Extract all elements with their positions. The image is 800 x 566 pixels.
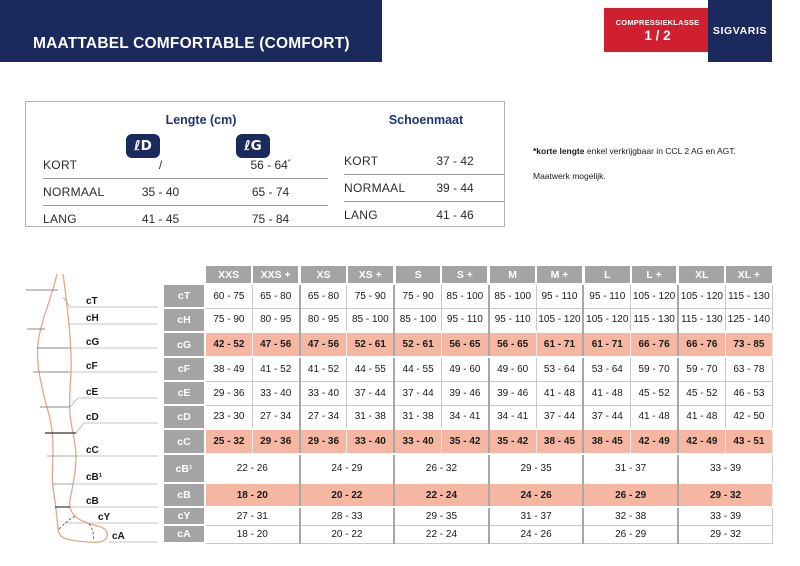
size-cell: 22 - 24: [394, 483, 489, 507]
size-column-header: XS: [300, 265, 347, 284]
size-cell: 24 - 26: [489, 483, 584, 507]
size-cell: 38 - 45: [583, 429, 630, 454]
leg-label: cB: [86, 496, 99, 507]
size-cell: 45 - 52: [678, 381, 725, 405]
size-cell: 26 - 29: [583, 483, 678, 507]
leg-connector-lines: [47, 297, 158, 542]
size-cell: 39 - 46: [489, 381, 536, 405]
size-column-header: XXS: [205, 265, 252, 284]
size-cell: 105 - 120: [631, 284, 678, 308]
size-cell: 37 - 44: [583, 405, 630, 429]
title-bar: [0, 0, 382, 62]
size-cell: 53 - 64: [536, 357, 583, 381]
length-g-badge: ℓG: [236, 134, 270, 158]
size-cell: 20 - 22: [300, 483, 395, 507]
size-cell: 24 - 26: [489, 525, 584, 543]
length-ld-value: /: [158, 158, 163, 172]
size-table: [162, 264, 774, 544]
size-cell: 27 - 31: [205, 507, 300, 525]
leg-label: cD: [86, 412, 99, 423]
size-column-header: XL +: [725, 265, 772, 284]
size-cell: 37 - 44: [536, 405, 583, 429]
size-table-row: [163, 507, 773, 525]
notes: [533, 146, 783, 181]
size-cell: 52 - 61: [394, 332, 441, 357]
shoe-table-row: [344, 201, 504, 228]
size-row-label: cE: [163, 381, 205, 405]
size-cell: 33 - 39: [678, 454, 773, 483]
size-cell: 75 - 90: [205, 308, 252, 332]
size-cell: 95 - 110: [536, 284, 583, 308]
size-cell: 31 - 38: [347, 405, 394, 429]
size-cell: 29 - 36: [300, 429, 347, 454]
size-cell: 26 - 29: [583, 525, 678, 543]
size-cell: 95 - 110: [489, 308, 536, 332]
size-cell: 41 - 48: [536, 381, 583, 405]
shoe-table-title: Schoenmaat: [388, 113, 464, 127]
size-cell: 27 - 34: [252, 405, 299, 429]
size-cell: 53 - 64: [583, 357, 630, 381]
leg-measure-marks: [26, 290, 77, 484]
size-cell: 61 - 71: [583, 332, 630, 357]
size-row-label: cA: [163, 525, 205, 543]
size-cell: 37 - 44: [394, 381, 441, 405]
size-table-row: [163, 429, 773, 454]
size-column-header: XS +: [347, 265, 394, 284]
size-cell: 85 - 100: [441, 284, 488, 308]
size-table-row: [163, 357, 773, 381]
size-cell: 29 - 32: [678, 525, 773, 543]
shoe-row-value: 37 - 42: [436, 154, 474, 168]
size-table-row: [163, 308, 773, 332]
size-cell: 41 - 48: [678, 405, 725, 429]
size-cell: 28 - 33: [300, 507, 395, 525]
shoe-table-row: [344, 174, 504, 201]
length-ld-value: 41 - 45: [141, 212, 180, 226]
size-cell: 33 - 40: [347, 429, 394, 454]
size-cell: 125 - 140: [725, 308, 772, 332]
length-table-row: [43, 205, 328, 232]
size-cell: 42 - 49: [678, 429, 725, 454]
leg-label: cF: [86, 361, 98, 372]
length-d-badge: ℓD: [126, 134, 160, 158]
size-cell: 73 - 85: [725, 332, 772, 357]
sigvaris-logo-text: SIGVARIS: [712, 25, 768, 37]
leg-label: cE: [86, 387, 99, 398]
shoe-row-value: 39 - 44: [436, 181, 474, 195]
shoe-table-rows: [344, 148, 504, 228]
size-cell: 41 - 52: [300, 357, 347, 381]
size-cell: 33 - 40: [300, 381, 347, 405]
size-cell: 59 - 70: [678, 357, 725, 381]
compression-class-value: 1 / 2: [644, 27, 671, 43]
size-cell: 22 - 24: [394, 525, 489, 543]
size-table-corner: [163, 265, 205, 284]
size-cell: 29 - 32: [678, 483, 773, 507]
size-row-label: cT: [163, 284, 205, 308]
length-row-label: KORT: [43, 158, 78, 172]
leg-label: cG: [86, 337, 100, 348]
size-cell: 65 - 80: [252, 284, 299, 308]
leg-diagram: [0, 260, 165, 560]
size-column-header: L: [583, 265, 630, 284]
note-short-length-rest: enkel verkrijgbaar in CCL 2 AG en AGT.: [584, 146, 736, 156]
size-table-row: [163, 405, 773, 429]
size-cell: 25 - 32: [205, 429, 252, 454]
leg-label: cA: [112, 531, 125, 542]
leg-label: cC: [86, 445, 99, 456]
size-cell: 31 - 37: [583, 454, 678, 483]
size-cell: 49 - 60: [441, 357, 488, 381]
size-column-header: XXS +: [252, 265, 299, 284]
size-cell: 56 - 65: [441, 332, 488, 357]
length-table-row: [43, 152, 328, 178]
length-shoe-box: [25, 101, 505, 227]
size-cell: 85 - 100: [489, 284, 536, 308]
note-short-length-bold: *korte lengte: [533, 146, 585, 156]
shoe-row-label: LANG: [344, 208, 378, 222]
size-cell: 115 - 130: [725, 284, 772, 308]
size-cell: 32 - 38: [583, 507, 678, 525]
size-cell: 42 - 50: [725, 405, 772, 429]
size-column-header: L +: [631, 265, 678, 284]
length-table-row: [43, 178, 328, 205]
size-cell: 66 - 76: [678, 332, 725, 357]
shoe-row-label: KORT: [344, 154, 379, 168]
size-cell: 31 - 37: [489, 507, 584, 525]
size-cell: 63 - 78: [725, 357, 772, 381]
length-note-asterisk: *: [287, 159, 291, 166]
size-cell: 34 - 41: [489, 405, 536, 429]
size-row-label: cB: [163, 483, 205, 507]
size-cell: 56 - 65: [489, 332, 536, 357]
size-cell: 29 - 36: [252, 429, 299, 454]
length-table-rows: [43, 152, 328, 232]
size-cell: 75 - 90: [394, 284, 441, 308]
size-cell: 95 - 110: [583, 284, 630, 308]
leg-label: cT: [86, 296, 98, 307]
size-cell: 105 - 120: [583, 308, 630, 332]
size-column-header: M: [489, 265, 536, 284]
size-cell: 41 - 48: [583, 381, 630, 405]
length-row-label: NORMAAL: [43, 185, 105, 199]
note-custom: Maatwerk mogelijk.: [533, 171, 606, 181]
size-table-row: [163, 332, 773, 357]
compression-class-label: COMPRESSIEKLASSE: [615, 17, 700, 27]
size-cell: 37 - 44: [347, 381, 394, 405]
length-table-title: Lengte (cm): [165, 113, 237, 127]
size-cell: 18 - 20: [205, 525, 300, 543]
size-cell: 47 - 56: [252, 332, 299, 357]
size-cell: 34 - 41: [441, 405, 488, 429]
size-cell: 80 - 95: [252, 308, 299, 332]
size-cell: 43 - 51: [725, 429, 772, 454]
leg-label: cY: [98, 512, 111, 523]
size-cell: 85 - 100: [394, 308, 441, 332]
size-row-label: cH: [163, 308, 205, 332]
leg-label: cB¹: [86, 472, 103, 483]
size-cell: 115 - 130: [631, 308, 678, 332]
size-table-row: [163, 483, 773, 507]
length-lg-value: 65 - 74: [251, 185, 290, 199]
size-row-label: cD: [163, 405, 205, 429]
size-cell: 18 - 20: [205, 483, 300, 507]
size-row-label: cC: [163, 429, 205, 454]
size-cell: 95 - 110: [441, 308, 488, 332]
shoe-row-label: NORMAAL: [344, 181, 406, 195]
size-cell: 29 - 35: [489, 454, 584, 483]
size-cell: 33 - 40: [252, 381, 299, 405]
size-cell: 33 - 39: [678, 507, 773, 525]
length-row-label: LANG: [43, 212, 77, 226]
size-cell: 35 - 42: [441, 429, 488, 454]
size-cell: 80 - 95: [300, 308, 347, 332]
size-cell: 39 - 46: [441, 381, 488, 405]
size-row-label: cF: [163, 357, 205, 381]
size-column-header: M +: [536, 265, 583, 284]
length-lg-value: 56 - 64*: [250, 158, 291, 172]
size-column-header: S: [394, 265, 441, 284]
size-table-row: [163, 525, 773, 543]
length-ld-value: 35 - 40: [141, 185, 180, 199]
size-cell: 60 - 75: [205, 284, 252, 308]
size-cell: 85 - 100: [347, 308, 394, 332]
size-cell: 38 - 45: [536, 429, 583, 454]
size-cell: 42 - 49: [631, 429, 678, 454]
sigvaris-logo: [708, 0, 772, 62]
size-column-header: XL: [678, 265, 725, 284]
size-table-row: [163, 284, 773, 308]
size-cell: 44 - 55: [347, 357, 394, 381]
size-row-label: cB¹: [163, 454, 205, 483]
size-cell: 33 - 40: [394, 429, 441, 454]
size-cell: 23 - 30: [205, 405, 252, 429]
size-cell: 65 - 80: [300, 284, 347, 308]
size-cell: 44 - 55: [394, 357, 441, 381]
compression-class-badge: [604, 8, 711, 52]
size-cell: 59 - 70: [631, 357, 678, 381]
size-cell: 42 - 52: [205, 332, 252, 357]
size-cell: 29 - 36: [205, 381, 252, 405]
size-cell: 20 - 22: [300, 525, 395, 543]
size-cell: 41 - 48: [631, 405, 678, 429]
page-title: MAATTABEL COMFORTABLE (COMFORT): [33, 35, 350, 52]
size-cell: 47 - 56: [300, 332, 347, 357]
shoe-table-row: [344, 148, 504, 174]
note-short-length: [533, 146, 783, 156]
size-cell: 22 - 26: [205, 454, 300, 483]
size-cell: 29 - 35: [394, 507, 489, 525]
size-cell: 75 - 90: [347, 284, 394, 308]
size-table-row: [163, 454, 773, 483]
size-cell: 26 - 32: [394, 454, 489, 483]
foot-dashed-arcs: [59, 515, 94, 541]
size-row-label: cG: [163, 332, 205, 357]
size-table-row: [163, 381, 773, 405]
size-cell: 35 - 42: [489, 429, 536, 454]
size-cell: 52 - 61: [347, 332, 394, 357]
size-cell: 45 - 52: [631, 381, 678, 405]
size-column-header: S +: [441, 265, 488, 284]
size-cell: 49 - 60: [489, 357, 536, 381]
size-cell: 61 - 71: [536, 332, 583, 357]
size-cell: 66 - 76: [631, 332, 678, 357]
length-lg-value: 75 - 84: [251, 212, 290, 226]
size-cell: 31 - 38: [394, 405, 441, 429]
leg-label: cH: [86, 313, 99, 324]
size-cell: 115 - 130: [678, 308, 725, 332]
size-cell: 41 - 52: [252, 357, 299, 381]
shoe-row-value: 41 - 46: [436, 208, 474, 222]
size-cell: 24 - 29: [300, 454, 395, 483]
size-row-label: cY: [163, 507, 205, 525]
size-cell: 105 - 120: [678, 284, 725, 308]
size-cell: 38 - 49: [205, 357, 252, 381]
size-cell: 46 - 53: [725, 381, 772, 405]
size-cell: 27 - 34: [300, 405, 347, 429]
size-cell: 105 - 120: [536, 308, 583, 332]
